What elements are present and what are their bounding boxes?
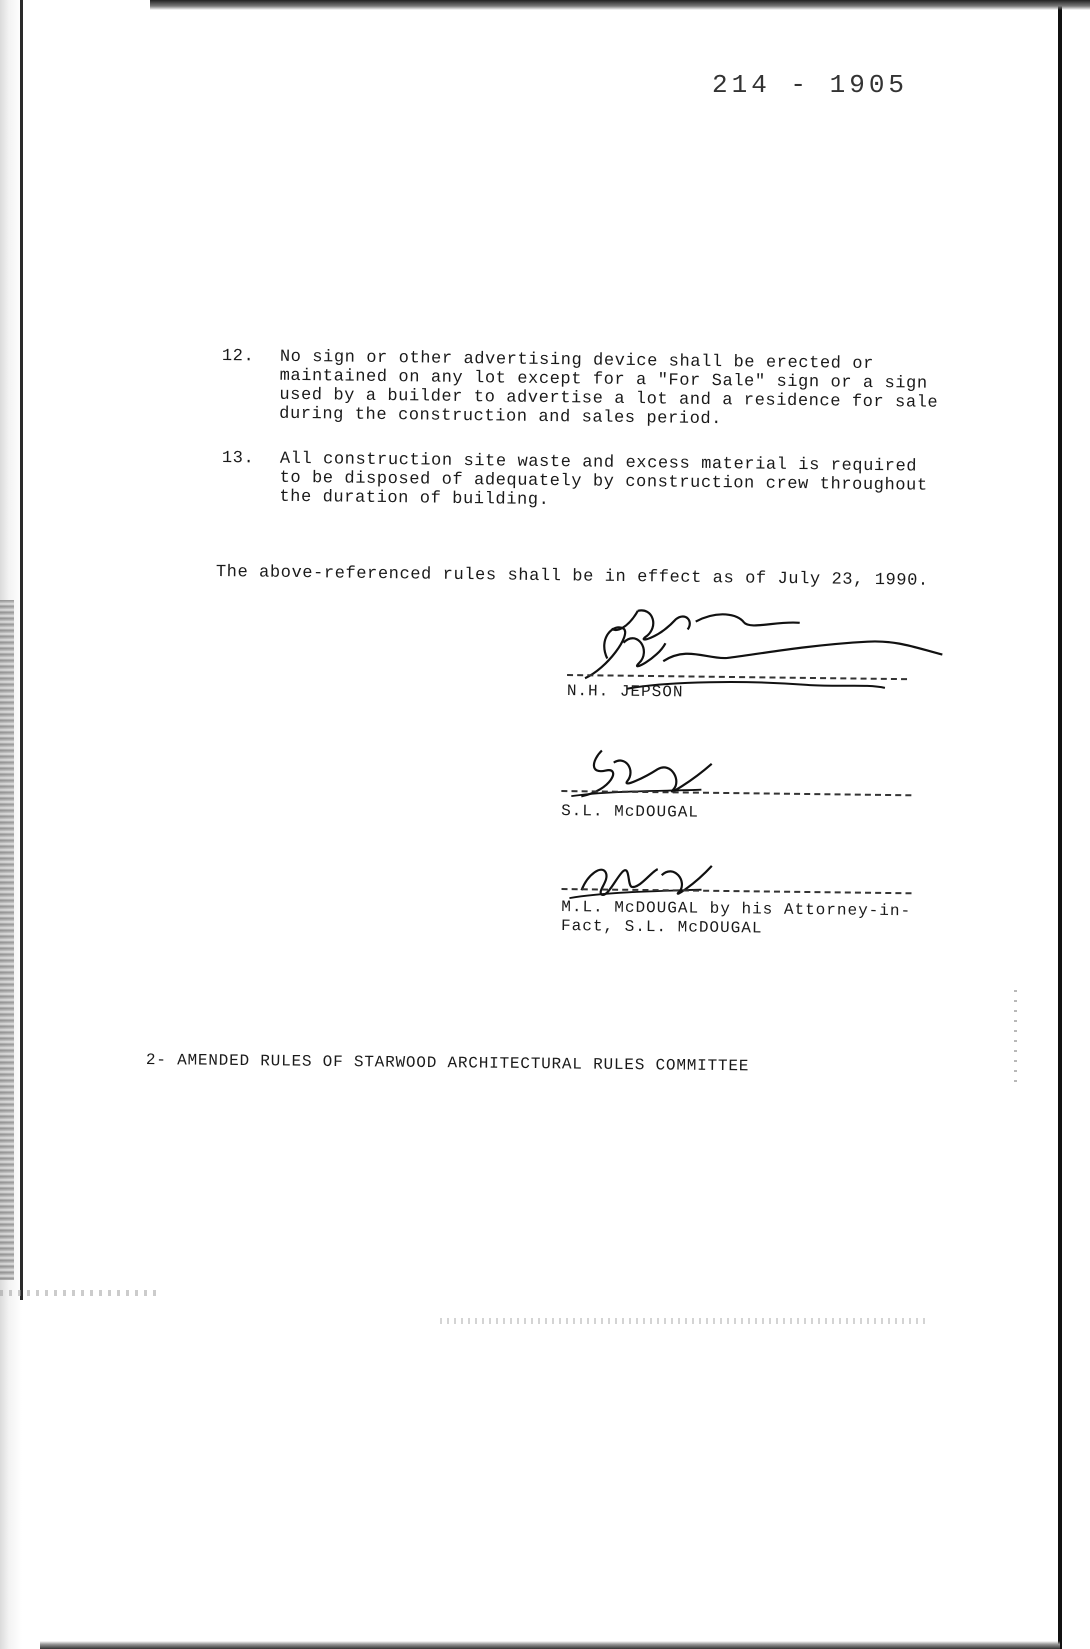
scan-speckle-row — [440, 1318, 930, 1324]
scan-left-edge-noise — [0, 600, 14, 1280]
scan-speckle-dots-right — [1014, 990, 1017, 1090]
signature-block — [567, 598, 928, 722]
signature-block — [561, 850, 922, 964]
rule-text: No sign or other advertising device shall be erected or maintained on any lot except for a "For Sale" sign or a sign used by a builder to advertise a lot and a residence for sale during the construction and sales period. — [279, 347, 939, 430]
signature-block — [561, 740, 922, 834]
rule-item — [221, 347, 942, 430]
scan-right-border-line — [1058, 0, 1062, 1649]
document-footer-title: 2- AMENDED RULES OF STARWOOD ARCHITECTURAL RULES COMMITTEE — [145, 1051, 750, 1076]
rule-number: 12. — [221, 347, 255, 367]
scan-bottom-edge — [40, 1641, 1060, 1649]
rule-text: All construction site waste and excess material is required to be disposed of adequately by construction crew throughout the duration of building. — [279, 449, 928, 511]
scan-speckle-row-left — [0, 1290, 160, 1296]
page-number: 214 - 1905 — [712, 70, 909, 100]
effective-date-statement: The above-referenced rules shall be in effect as of July 23, 1990. — [215, 563, 929, 591]
rule-item — [221, 449, 942, 511]
rule-number: 13. — [221, 449, 255, 469]
scan-left-border-line — [20, 0, 23, 1300]
signatory-name: N.H. JEPSON — [566, 681, 684, 702]
signatory-name: M.L. McDOUGAL by his Attorney-in-Fact, S.L. McDOUGAL — [560, 897, 912, 938]
signatory-name: S.L. McDOUGAL — [561, 801, 700, 822]
scan-top-edge — [150, 0, 1090, 10]
